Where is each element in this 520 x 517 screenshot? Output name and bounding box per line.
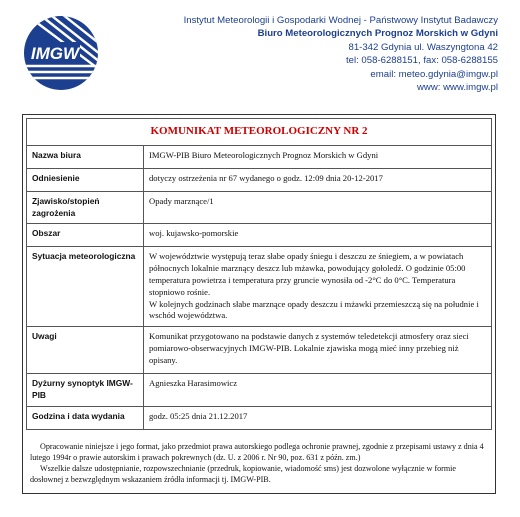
header-address: 81-342 Gdynia ul. Waszyngtona 42 xyxy=(348,41,498,53)
row-label: Nazwa biura xyxy=(27,145,144,168)
table-row xyxy=(27,407,492,430)
row-value: dotyczy ostrzeżenia nr 67 wydanego o godz. 12:09 dnia 20-12-2017 xyxy=(144,168,492,191)
header-www[interactable]: www: www.imgw.pl xyxy=(416,82,498,94)
row-label: Godzina i data wydania xyxy=(27,407,144,430)
situation-paragraph-2: W kolejnych godzinach słabe marznące opady deszczu i mżawki przemieszczą się na południe i wschód województwa. xyxy=(149,298,479,321)
logo-text: IMGW xyxy=(30,44,80,63)
distribution-note: Wszelkie dalsze udostępnianie, rozpowszechnianie (przedruk, kopiowanie, wiadomość sms) jest dozwolone wyłącznie w formie dosłownej z bezwzględnym wskazaniem źródła informacji tj. IMGW-PIB. xyxy=(30,464,457,484)
report-table xyxy=(26,118,492,430)
header-institute: Instytut Meteorologii i Gospodarki Wodnej - Państwowy Instytut Badawczy xyxy=(183,15,498,26)
row-value: IMGW-PIB Biuro Meteorologicznych Prognoz Morskich w Gdyni xyxy=(144,145,492,168)
row-value xyxy=(144,247,492,327)
table-row xyxy=(27,247,492,327)
row-value: Agnieszka Harasimowicz xyxy=(144,374,492,407)
header-phone: tel: 058-6288151, fax: 058-6288155 xyxy=(345,55,498,67)
institution-header xyxy=(184,14,498,94)
imgw-logo xyxy=(22,14,100,92)
row-value: godz. 05:25 dnia 21.12.2017 xyxy=(144,407,492,430)
header-bureau: Biuro Meteorologicznych Prognoz Morskich w Gdyni xyxy=(257,28,498,40)
table-row xyxy=(27,224,492,247)
table-row xyxy=(27,168,492,191)
report-title: KOMUNIKAT METEOROLOGICZNY NR 2 xyxy=(27,119,492,146)
situation-paragraph-1: W województwie występują teraz słabe opady śniegu i deszczu ze śniegiem, a w powiatach północnych lokalnie marznący deszcz lub mżawka, powodujący gołoledź. O godzinie 05:00 temperatura powietrza i temperatura przy gruncie wynosiła od -2°C do 0°C. Temperatura stopniowo rośnie. xyxy=(149,251,466,297)
row-label: Sytuacja meteorologiczna xyxy=(27,247,144,327)
row-value: woj. kujawsko-pomorskie xyxy=(144,224,492,247)
row-label: Odniesienie xyxy=(27,168,144,191)
row-label: Uwagi xyxy=(27,327,144,374)
row-label: Obszar xyxy=(27,224,144,247)
table-row xyxy=(27,374,492,407)
copyright-notes xyxy=(30,441,486,485)
row-label: Zjawisko/stopień zagrożenia xyxy=(27,191,144,224)
copyright-note: Opracowanie niniejsze i jego format, jako przedmiot prawa autorskiego podlega ochronie prawnej, zgodnie z przepisami ustawy z dnia 4 lutego 1994r o prawie autorskim i prawach pokrewnych (dz. U. z 2006 r. Nr 90, poz. 631 z późn. zm.) xyxy=(30,442,484,462)
row-value: Komunikat przygotowano na podstawie danych z systemów teledetekcji atmosfery oraz sieci pomiarowo-obserwacyjnych IMGW-PIB. Lokalnie zjawiska mogą mieć inny przebieg niż opisany. xyxy=(144,327,492,374)
row-value: Opady marznące/1 xyxy=(144,191,492,224)
table-row xyxy=(27,191,492,224)
row-label: Dyżurny synoptyk IMGW-PIB xyxy=(27,374,144,407)
header-email[interactable]: email: meteo.gdynia@imgw.pl xyxy=(370,68,498,80)
report-title-row xyxy=(27,119,492,146)
table-row xyxy=(27,327,492,374)
table-row xyxy=(27,145,492,168)
